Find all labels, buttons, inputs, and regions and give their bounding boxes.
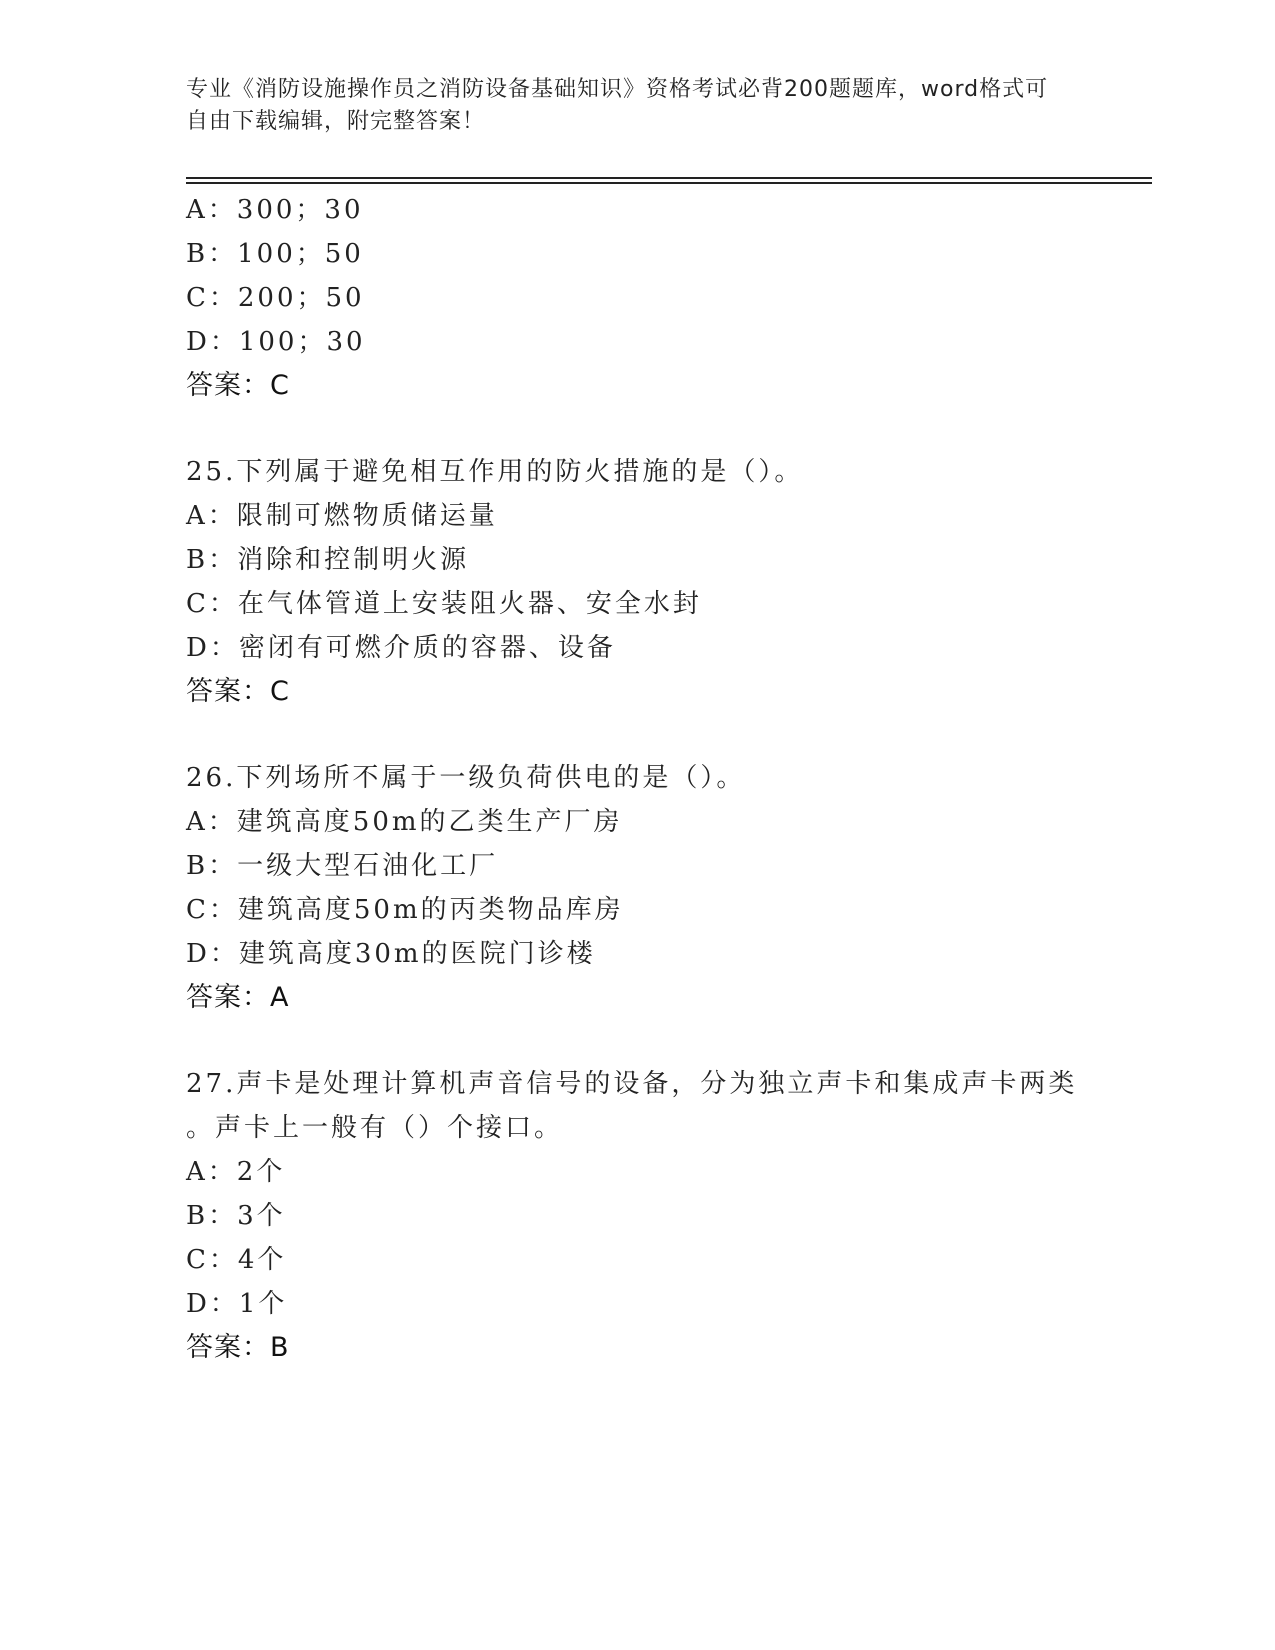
option-c: C：4个 (186, 1245, 287, 1275)
option-a: A：限制可燃物质储运量 (186, 501, 498, 531)
header-divider-top (186, 177, 1152, 179)
option-d: D：1个 (186, 1289, 288, 1319)
question-stem-line-1: 27.声卡是处理计算机声音信号的设备，分为独立声卡和集成声卡两类 (186, 1069, 1078, 1099)
answer: 答案：B (186, 1332, 290, 1363)
option-c: C：在气体管道上安装阻火器、安全水封 (186, 589, 702, 619)
option-d: D：密闭有可燃介质的容器、设备 (186, 633, 616, 663)
option-c: C：200；50 (186, 283, 365, 313)
answer: 答案：C (186, 676, 290, 707)
option-a: A：300；30 (186, 195, 364, 225)
header-divider-bottom (186, 182, 1152, 184)
option-d: D：100；30 (186, 327, 366, 357)
option-b: B：消除和控制明火源 (186, 545, 470, 575)
answer: 答案：A (186, 982, 290, 1013)
option-b: B：3个 (186, 1201, 286, 1231)
option-d: D：建筑高度30m的医院门诊楼 (186, 939, 596, 969)
option-b: B：一级大型石油化工厂 (186, 851, 499, 881)
answer: 答案：C (186, 370, 290, 401)
question-stem: 26.下列场所不属于一级负荷供电的是（）。 (186, 763, 746, 793)
option-a: A：2个 (186, 1157, 286, 1187)
document-header: 专业《消防设施操作员之消防设备基础知识》资格考试必背200题题库，word格式可自由下载编辑，附完整答案！ (186, 77, 1049, 134)
question-stem: 25.下列属于避免相互作用的防火措施的是（）。 (186, 457, 804, 487)
question-stem-line-2: 。声卡上一般有（）个接口。 (186, 1113, 564, 1143)
option-a: A：建筑高度50m的乙类生产厂房 (186, 807, 623, 837)
option-c: C：建筑高度50m的丙类物品库房 (186, 895, 624, 925)
option-b: B：100；50 (186, 239, 364, 269)
